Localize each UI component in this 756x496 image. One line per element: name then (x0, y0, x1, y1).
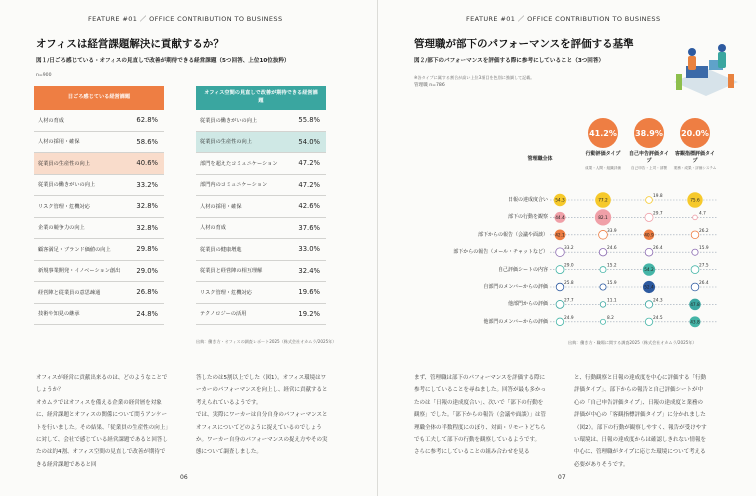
data-label: 24.9 (564, 315, 574, 321)
row-label: 人材の育成 (38, 117, 64, 124)
column-sub-self-report: 自己申告・上司・部署 (631, 166, 667, 170)
item-label: 自己評価シートの内容 (497, 266, 548, 273)
row-label: 人材の育成 (200, 225, 226, 232)
row-value: 33.2% (136, 180, 158, 189)
data-dot (645, 213, 653, 221)
body-column-2: 答したのは5割以上でした（図1）。オフィス環境はワーカーのパフォーマンスを向上し、経営に貢献すると考えられているようです。 では、実際にワーカーは自分自身のパフォーマンスとオフィスについてどのように捉えているのでしょうか。ワーカー自身のパフォーマンスの捉え方やその実態について調査しました。 (196, 375, 328, 456)
row-label: 顧客満足・ブランド価値の向上 (38, 246, 111, 253)
table-row (196, 175, 326, 197)
data-dot (600, 319, 605, 324)
table-row (196, 239, 326, 261)
type-bubble-behavior: 41.2% (588, 118, 618, 148)
row-value: 19.6% (298, 288, 320, 297)
data-dot (645, 248, 653, 256)
data-label: 77.2 (598, 198, 608, 204)
row-label: 部門を超えたコミュニケーション (200, 160, 278, 167)
table-row (196, 261, 326, 283)
source-note: 出典：働き方・職場に関する調査2025（株式会社オカムラ/2025年） (568, 340, 697, 345)
item-label: 日報の達成度合い (507, 197, 548, 203)
table-row (34, 196, 164, 218)
column-head-self-report: 自己申告評価タイプ (629, 151, 669, 164)
data-label: 29.7 (653, 211, 663, 217)
data-label: 33.2 (564, 246, 574, 252)
data-dot (556, 318, 563, 325)
data-label: 40.9 (644, 233, 654, 239)
data-label: 11.1 (607, 298, 617, 304)
table-row (196, 218, 326, 240)
row-label: リスク管理・危機対応 (38, 203, 90, 210)
evaluation-dot-chart (378, 186, 756, 346)
row-label: 人材の採用・確保 (200, 203, 242, 210)
row-value: 29.8% (136, 245, 158, 254)
row-value: 32.8% (136, 202, 158, 211)
data-label: 52.4 (644, 285, 654, 291)
table-row (34, 153, 164, 175)
table-row (196, 110, 326, 132)
column-head-all: 管理職全体 (527, 156, 553, 162)
data-label: 82.1 (598, 216, 608, 221)
data-label: 54.2 (644, 268, 654, 274)
body-column-2: と、行動観察と日報の達成度を中心に評価する「行動評価タイプ」、部下からの報告と自己評価シートが中心の「自己申告評価タイプ」、日報の達成度と業務の評価が中心の「客観指標評価タイプ」に分かれました（図2）。部下の行動が観察しやすく、報告が受けやすい環境は、日報の達成度からは確認しきれない情報を中心に、管理職がタイプに応じた環境について考える必要がありそうです。 (574, 375, 707, 468)
table-row (34, 261, 164, 283)
data-dot (691, 266, 699, 274)
table-office-improvements (196, 86, 326, 325)
sample-size: 管理職 n=786 (414, 83, 445, 88)
row-label: リスク管理・危機対応 (200, 289, 252, 296)
data-label: 43.8 (690, 320, 700, 326)
data-label: 4.7 (699, 211, 706, 217)
sample-size: n=900 (36, 73, 52, 78)
row-label: 従業員の働きがいの向上 (200, 117, 258, 124)
page-title: オフィスは経営課題解決に貢献するか？ (36, 38, 224, 50)
data-label: 29.0 (564, 263, 574, 269)
table-row (34, 175, 164, 197)
row-value: 55.8% (298, 116, 320, 125)
row-label: 従業員の健康増進 (200, 246, 242, 253)
table-current-issues (34, 86, 164, 325)
row-label: 新規事業開発・イノベーション創出 (38, 268, 121, 275)
row-value: 29.0% (136, 266, 158, 275)
table-row (34, 304, 164, 326)
office-workers-illustration (664, 38, 744, 100)
body-column-1: オフィスが経営に貢献出来るのは、どのようなことでしょうか？ オカムラではオフィスを備える企業の経営層を対象に、経営課題とオフィスの関係について問うアンケートを行いました。その結果、「従業員の生産性の向上」に対して、会社で感じている経営課題であると回答したのは約4割、オフィス空間の見直しで改善が期待できる経営課題であると回 (36, 375, 169, 468)
row-label: 従業員の生産性の向上 (38, 160, 90, 167)
page-title: 管理職が部下のパフォーマンスを評価する基準 (414, 38, 634, 50)
type-bubble-self-report: 38.9% (634, 118, 664, 148)
row-value: 42.6% (298, 202, 320, 211)
row-label: 従業員の働きがいの向上 (38, 182, 96, 189)
column-sub-behavior: 成果・人間・組織評価 (585, 166, 621, 170)
data-dot (691, 283, 699, 291)
chart-note: ※各タイプに属する割合が高い上位3項目を色別に強調して記載。 (414, 75, 535, 80)
data-label: 19.8 (653, 194, 663, 199)
row-value: 24.8% (136, 309, 158, 318)
data-dot (599, 248, 606, 255)
data-label: 44.4 (555, 216, 565, 221)
data-dot (645, 318, 652, 325)
row-label: 企業の競争力の向上 (38, 225, 85, 232)
data-dot (556, 300, 564, 308)
row-value: 58.6% (136, 137, 158, 146)
data-label: 42.1 (555, 233, 565, 239)
type-bubble-objective: 20.0% (680, 118, 710, 148)
row-value: 32.8% (136, 223, 158, 232)
row-label: 経営陣と従業員の意思疎通 (38, 289, 101, 296)
table-row (196, 132, 326, 154)
data-dot (646, 197, 653, 204)
item-label: 自部門のメンバーからの評価 (483, 284, 548, 290)
figure-title: 図１/日ごろ感じている・オフィスの見直しで改善が期待できる経営課題（5つ回答、上位10位抜粋） (36, 58, 290, 64)
page-number: 07 (558, 474, 566, 481)
data-dot (556, 283, 564, 291)
data-label: 26.4 (699, 281, 709, 286)
table-row (34, 218, 164, 240)
data-label: 33.9 (607, 228, 617, 234)
item-label: 他部門からの評価 (507, 301, 548, 308)
data-label: 54.3 (555, 198, 565, 204)
row-value: 62.8% (136, 116, 158, 125)
table-header: 日ごろ感じている経営課題 (34, 86, 164, 110)
data-label: 15.9 (699, 246, 709, 252)
data-label: 15.2 (607, 263, 617, 269)
row-value: 19.2% (298, 309, 320, 318)
feature-header: FEATURE #01 ／ OFFICE CONTRIBUTION TO BUSINESS (88, 15, 283, 23)
table-row (34, 282, 164, 304)
data-label: 24.6 (607, 246, 617, 252)
data-dot (600, 302, 606, 308)
data-dot (556, 266, 564, 274)
table-row (34, 132, 164, 154)
item-label: 部下の行動を観察 (507, 214, 548, 221)
data-label: 75.6 (690, 198, 700, 204)
data-dot (693, 215, 698, 220)
row-label: 従業員の生産性の向上 (200, 139, 252, 146)
table-row (196, 196, 326, 218)
item-label: 部下からの報告（会議や面談） (477, 231, 548, 238)
data-dot (600, 267, 606, 273)
row-value: 47.2% (298, 180, 320, 189)
data-label: 26.2 (699, 228, 709, 234)
data-dot (645, 301, 652, 308)
row-value: 37.6% (298, 223, 320, 232)
table-header: オフィス空間の見直しで改善が期待できる経営課題 (196, 86, 326, 110)
row-value: 32.4% (298, 266, 320, 275)
row-label: 部門内のコミュニケーション (200, 182, 268, 189)
data-dot (691, 231, 699, 239)
data-label: 47.8 (690, 303, 700, 308)
data-label: 27.5 (699, 263, 709, 269)
column-head-objective: 客観指標評価タイプ (675, 151, 715, 164)
data-label: 8.2 (607, 315, 614, 321)
data-dot (600, 284, 606, 290)
data-label: 25.8 (564, 281, 574, 286)
table-row (196, 304, 326, 326)
page-number: 06 (180, 474, 188, 481)
source-note: 出典：働き方・オフィスの調査レポート2025（株式会社オカムラ/2025年） (196, 339, 337, 344)
item-label: 他部門のメンバーからの評価 (483, 318, 548, 325)
table-row (196, 153, 326, 175)
row-value: 47.2% (298, 159, 320, 168)
right-page (378, 0, 756, 496)
data-label: 15.9 (607, 281, 617, 286)
data-label: 24.5 (653, 315, 663, 321)
table-row (34, 110, 164, 132)
column-head-behavior: 行動評価タイプ (585, 151, 621, 157)
data-dot (692, 249, 698, 255)
data-label: 26.4 (653, 246, 663, 252)
row-value: 26.8% (136, 288, 158, 297)
row-value: 54.0% (298, 137, 320, 146)
row-label: 人材の採用・確保 (38, 139, 80, 146)
row-value: 33.0% (298, 245, 320, 254)
row-value: 40.6% (136, 159, 158, 168)
body-column-1: まず、管理職は部下のパフォーマンスを評価する際に参考にしていることを尋ねました。回答が最も多かったのは「日報の達成度合い」、次いで「部下の行動を観察」でした。「部下からの報告（会議や面談）」は管理職全体の半数程度にのぼり、対面・リモートどちらでも工夫して部下の行動を観察しているようです。 さらに参考にしていることの組み合わせを見る (414, 375, 547, 456)
feature-header: FEATURE #01 ／ OFFICE CONTRIBUTION TO BUSINESS (466, 15, 661, 23)
row-label: 従業員と経営陣の相互理解 (200, 268, 263, 275)
row-label: テクノロジーの活用 (200, 311, 247, 318)
data-label: 24.3 (653, 298, 663, 304)
table-row (196, 282, 326, 304)
table-row (34, 239, 164, 261)
data-label: 27.7 (564, 298, 574, 304)
figure-title: 図２/部下のパフォーマンスを評価する際に参考にしていること（3つ回答） (414, 58, 605, 64)
column-sub-objective: 業務・成果・評価システム (673, 166, 717, 170)
row-label: 技術や知見の継承 (38, 311, 80, 318)
item-label: 部下からの報告（メール・チャットなど） (453, 249, 548, 256)
